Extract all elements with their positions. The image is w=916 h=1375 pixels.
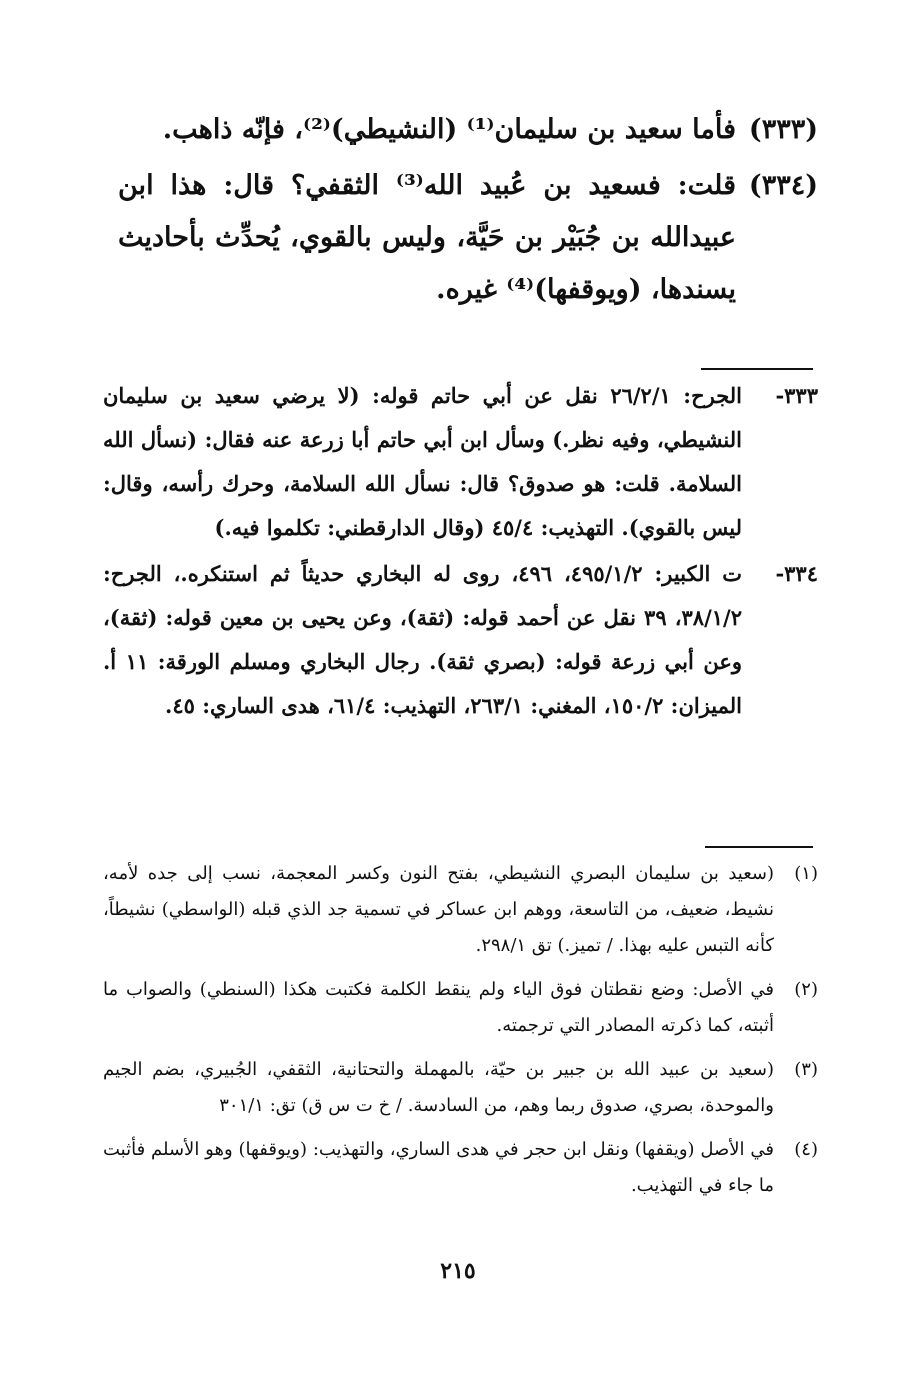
footnote-2 (103, 972, 818, 1044)
entry-number: (٣٣٣) (748, 114, 818, 145)
footnote-3 (103, 1052, 818, 1124)
footnote-number: (٢) (794, 979, 818, 1000)
main-entry-333 (118, 104, 818, 156)
commentary-number: ٣٣٣- (775, 383, 818, 408)
commentary-entry-334 (103, 552, 818, 728)
footnote-text: (سعيد بن سليمان البصري النشيطي، بفتح النون وكسر المعجمة، نسب إلى جده لأمه، نشيط، ضعيف، من التاسعة، ووهم ابن عساكر في تسمية جد الذي قبله (الواسطي) نشيطاً، كأنه التبس عليه بهذا. / تميز.) تق ٢٩٨/١. (103, 863, 774, 956)
main-entry-334 (118, 160, 818, 316)
commentary-separator (701, 368, 813, 370)
main-text (118, 104, 818, 320)
commentary-text: ت الكبير: ٤٩٥/١/٢، ٤٩٦، روى له البخاري حديثاً ثم استنكره.، الجرح: ٣٨/١/٢، ٣٩ نقل عن أحمد قوله: (ثقة)، وعن يحيى بن معين قوله: (ثقة)، وعن أبي زرعة قوله: (بصري ثقة). رجال البخاري ومسلم الورقة: ١١ أ. الميزان: ١٥٠/٢، المغني: ٢٦٣/١، التهذيب: ٦١/٤، هدى الساري: ٤٥. (103, 561, 743, 718)
footnote-text: (سعيد بن عبيد الله بن جبير بن حيّة، بالمهملة والتحتانية، الثقفي، الجُبيري، بضم الجيم والموحدة، بصري، صدوق ربما وهم، من السادسة. / خ ت س ق) تق: ٣٠١/١ (103, 1059, 774, 1116)
footnote-4 (103, 1132, 818, 1204)
footnote-number: (١) (794, 863, 818, 884)
footnote-text: في الأصل (ويقفها) ونقل ابن حجر في هدى الساري، والتهذيب: (ويوقفها) وهو الأسلم فأثبت ما جاء في التهذيب. (103, 1139, 774, 1196)
footnotes (103, 856, 818, 1212)
footnote-number: (٤) (794, 1139, 818, 1160)
commentary-text: الجرح: ٢٦/٢/١ نقل عن أبي حاتم قوله: (لا يرضي سعيد بن سليمان النشيطي، وفيه نظر.) وسأل ابن أبي حاتم أبا زرعة عنه فقال: (نسأل الله السلامة. قلت: هو صدوق؟ قال: نسأل الله السلامة، وحرك رأسه، وقال: ليس بالقوي). التهذيب: ٤٥/٤ (وقال الدارقطني: تكلموا فيه.) (103, 383, 742, 540)
entry-number: (٣٣٤) (748, 170, 818, 201)
entry-text: فأما سعيد بن سليمان⁽¹⁾ (النشيطي)⁽²⁾، فإنّه ذاهب. (162, 114, 736, 145)
entry-text: قلت: فسعيد بن عُبيد الله⁽³⁾ الثقفي؟ قال: هذا ابن عبيدالله بن جُبَيْر بن حَيَّة، وليس بالقوي، يُحدِّث بأحاديث يسندها، (ويوقفها)⁽⁴⁾ غيره. (118, 170, 736, 305)
commentary-number: ٣٣٤- (775, 561, 818, 586)
page-number: ٢١٥ (440, 1258, 476, 1284)
footnote-1 (103, 856, 818, 964)
commentary (103, 374, 818, 730)
footnote-text: في الأصل: وضع نقطتان فوق الياء ولم ينقط الكلمة فكتبت هكذا (السنطي) والصواب ما أثبته، كما ذكرته المصادر التي ترجمته. (103, 979, 774, 1036)
footnote-separator (705, 846, 813, 848)
commentary-entry-333 (103, 374, 818, 550)
footnote-number: (٣) (794, 1059, 818, 1080)
